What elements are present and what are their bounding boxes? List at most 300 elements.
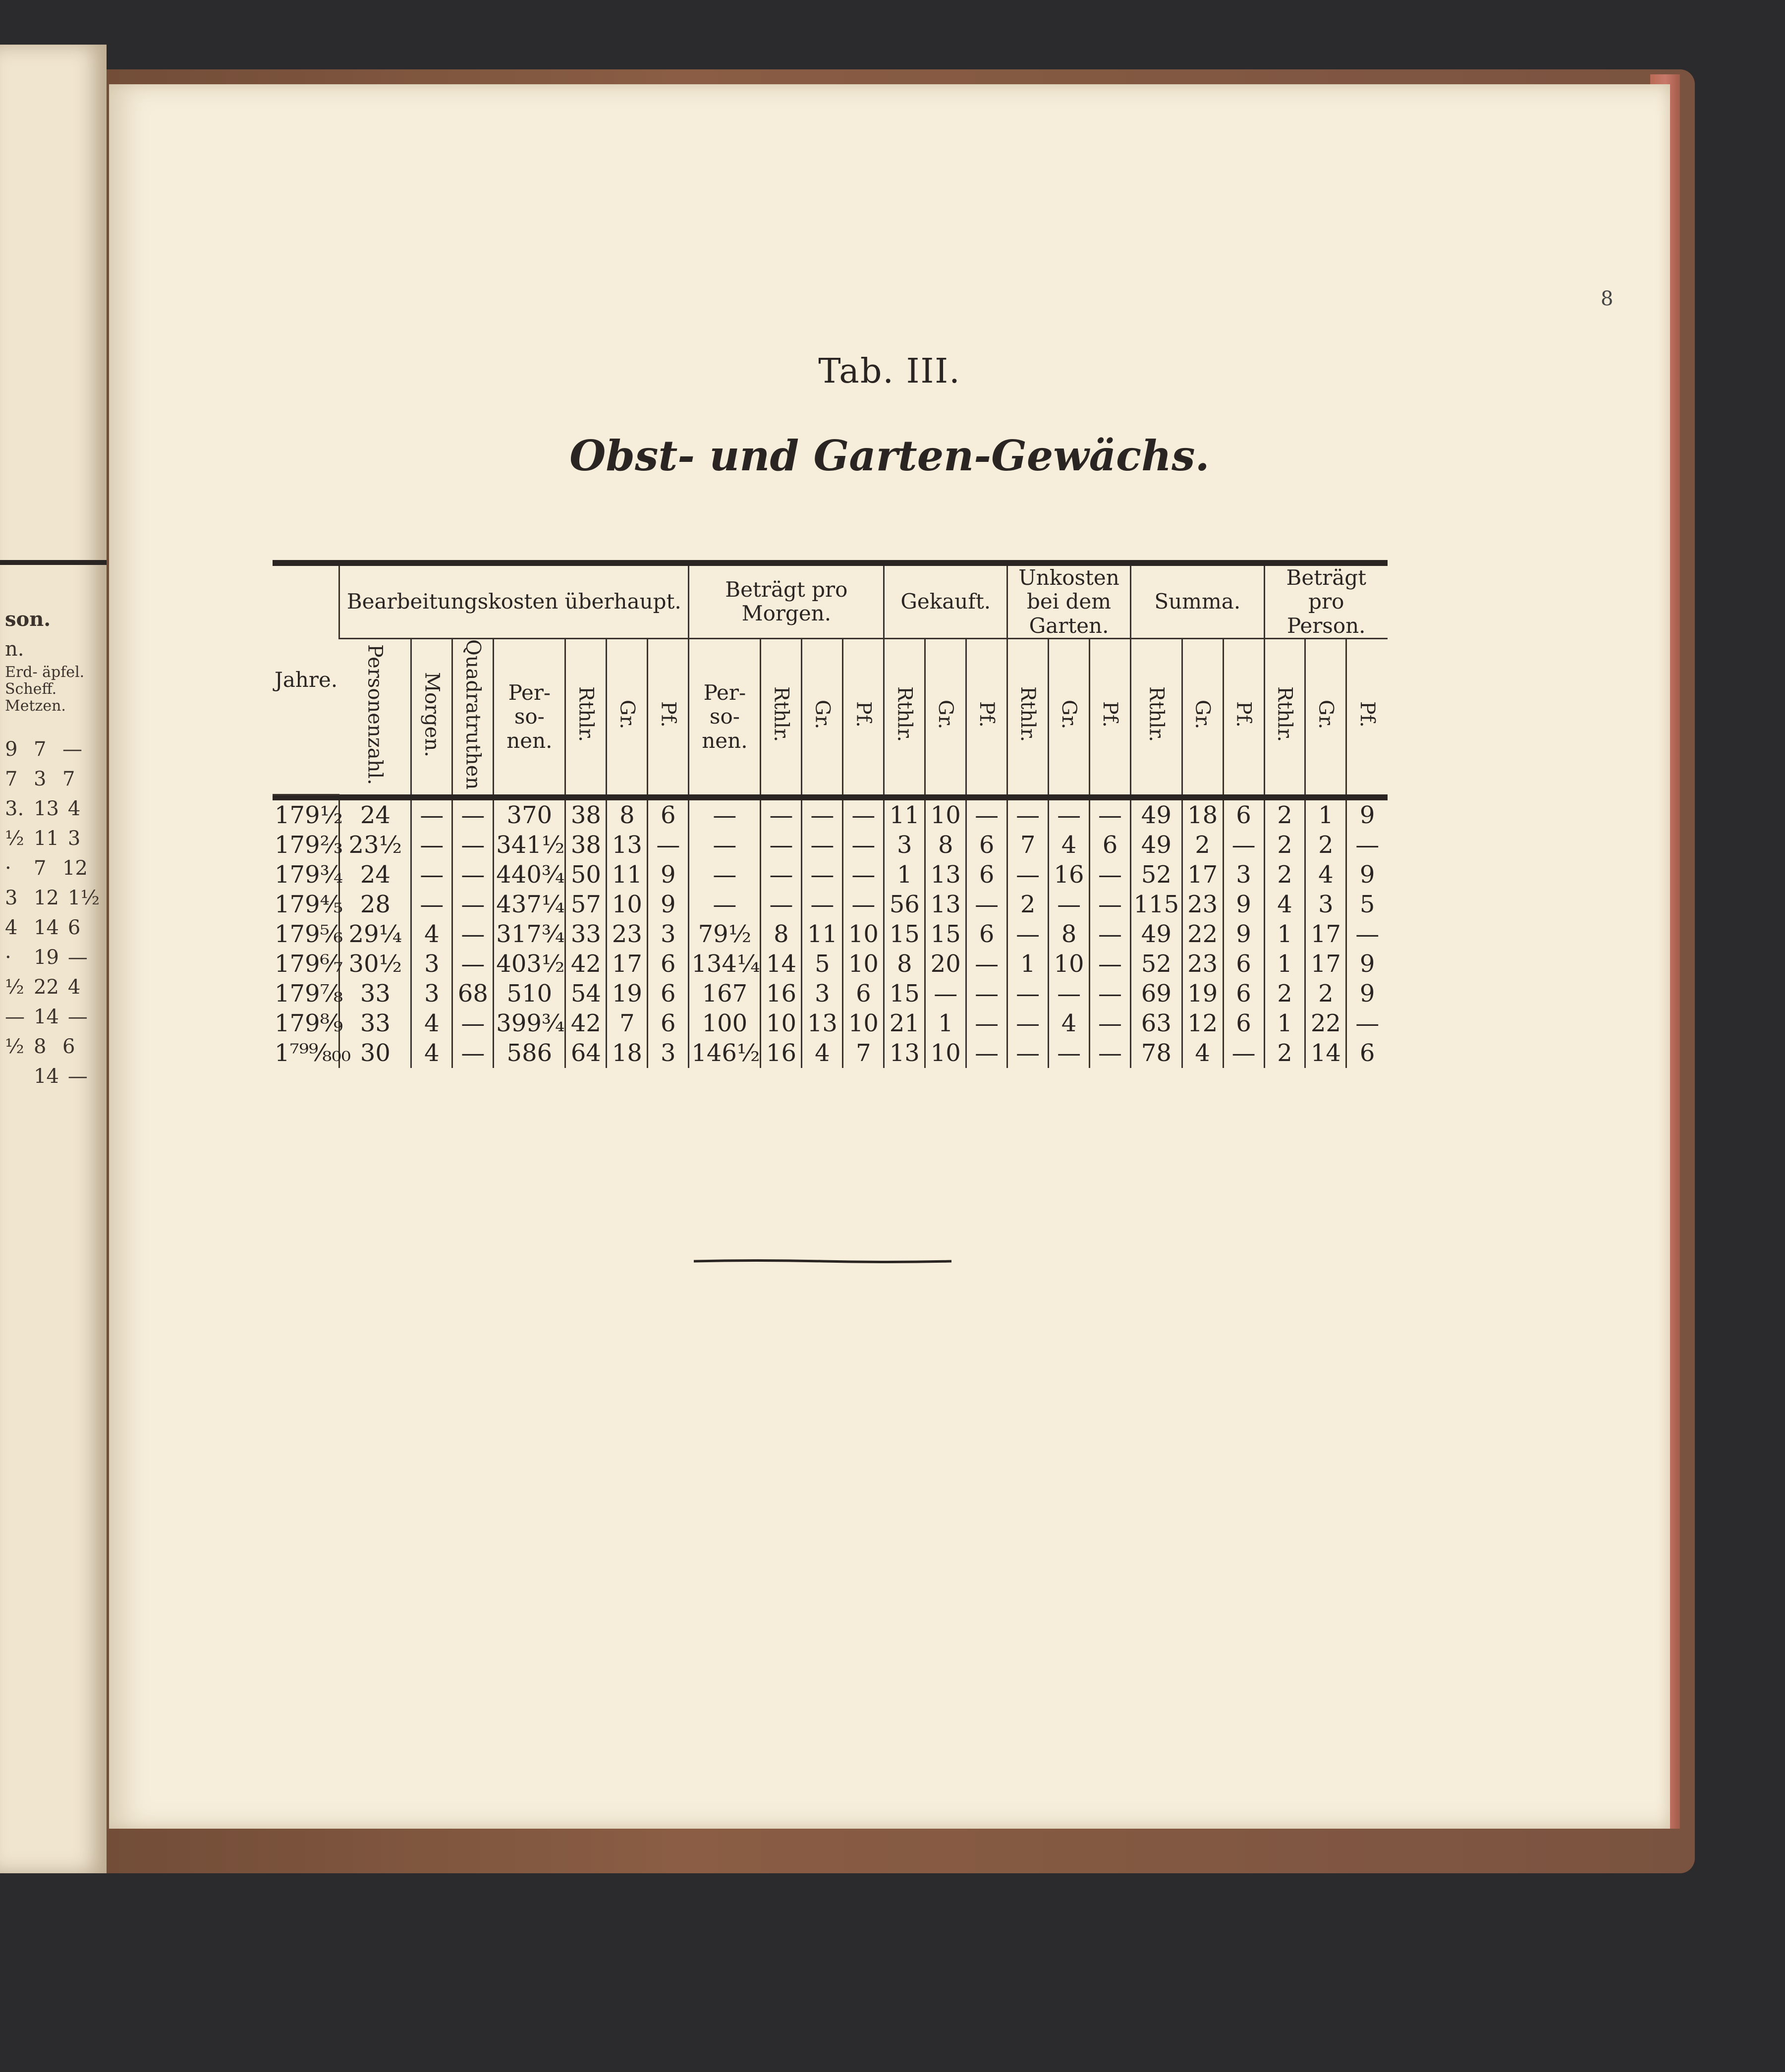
header-personen: Per- so- nen. — [689, 638, 761, 794]
left-cell: ½ — [5, 976, 24, 999]
table-cell: 100 — [689, 1008, 761, 1038]
table-cell: — — [689, 860, 761, 890]
table-cell: 69 — [1130, 979, 1182, 1008]
table-cell: 13 — [925, 890, 966, 919]
table-cell: 9 — [1346, 860, 1388, 890]
table-cell: 179⁸⁄₉ — [275, 1009, 343, 1037]
table-row — [273, 860, 1388, 890]
table-cell: 18 — [1182, 800, 1223, 830]
table-cell: — — [689, 890, 761, 919]
header-pf: Pf. — [1223, 638, 1264, 794]
header-jahre: Jahre. — [273, 566, 339, 794]
table-cell: 8 — [1049, 919, 1090, 949]
header-rthlr: Rthlr. — [884, 638, 925, 794]
table-cell: 4 — [411, 919, 452, 949]
table-cell: 2 — [1007, 890, 1049, 919]
table-row — [273, 800, 1388, 830]
left-cell: 3 — [67, 827, 81, 850]
table-cell: 17 — [1182, 860, 1223, 890]
table-cell: 6 — [648, 979, 689, 1008]
table-cell: 8 — [925, 830, 966, 860]
table-cell: — — [452, 830, 494, 860]
table-cell: 6 — [966, 919, 1007, 949]
left-cell: 4 — [67, 797, 81, 820]
table-cell: 5 — [1346, 890, 1388, 919]
left-row — [5, 972, 100, 1002]
table-cell: 3 — [648, 1038, 689, 1068]
table-cell: 23 — [1182, 890, 1223, 919]
left-cell: 12 — [62, 857, 88, 880]
table-cell: — — [1007, 979, 1049, 1008]
table-cell: 1 — [1264, 1008, 1305, 1038]
table-cell: 3 — [1223, 860, 1264, 890]
table-cell: 2 — [1182, 830, 1223, 860]
table-row — [273, 890, 1388, 919]
table-cell: — — [689, 800, 761, 830]
table-cell: — — [761, 860, 802, 890]
table-cell: 1 — [1305, 800, 1346, 830]
left-cell: 22 — [34, 976, 59, 999]
table-cell: 2 — [1264, 979, 1305, 1008]
table-cell: 1⁷⁹⁹⁄₈₀₀ — [275, 1039, 351, 1067]
table-cell: 4 — [411, 1008, 452, 1038]
table-cell: — — [452, 860, 494, 890]
table-cell: 510 — [494, 979, 565, 1008]
left-cell: ½ — [5, 1035, 24, 1058]
table-cell: 10 — [1049, 949, 1090, 979]
table-cell: — — [761, 830, 802, 860]
table-cell: 10 — [607, 890, 648, 919]
table-cell: 52 — [1130, 949, 1182, 979]
group-betraegt-pro-morgen: Beträgt pro Morgen. — [689, 566, 884, 638]
left-cell: · — [5, 946, 11, 969]
table-cell: 6 — [843, 979, 884, 1008]
left-cell: 6 — [67, 916, 81, 939]
group-gekauft: Gekauft. — [884, 566, 1007, 638]
table-cell: 2 — [1305, 979, 1346, 1008]
table-cell: 28 — [339, 890, 411, 919]
table-cell: 79½ — [689, 919, 761, 949]
table-cell: — — [1007, 1008, 1049, 1038]
table-cell: — — [411, 800, 452, 830]
table-cell: — — [1346, 1008, 1388, 1038]
left-col-label: n. — [5, 638, 24, 661]
table-cell: 8 — [884, 949, 925, 979]
table-cell: 4 — [1305, 860, 1346, 890]
table-cell: 15 — [925, 919, 966, 949]
header-personenzahl: Personenzahl. — [363, 644, 387, 785]
table-cell: 33 — [565, 919, 607, 949]
table-cell: 1 — [1264, 949, 1305, 979]
table-cell: 179⅚ — [275, 920, 343, 948]
left-cell: 9 — [5, 738, 18, 761]
table-cell: 10 — [925, 1038, 966, 1068]
table-cell: 7 — [843, 1038, 884, 1068]
table-cell: 5 — [802, 949, 843, 979]
table-cell: — — [689, 830, 761, 860]
table-cell: 8 — [761, 919, 802, 949]
data-table — [273, 566, 1388, 1068]
table-cell: — — [1090, 1008, 1131, 1038]
table-cell: — — [802, 860, 843, 890]
table-cell: 9 — [648, 890, 689, 919]
table-cell: 9 — [1346, 800, 1388, 830]
table-cell: 10 — [925, 800, 966, 830]
table-cell: 20 — [925, 949, 966, 979]
left-cell: 14 — [34, 916, 59, 939]
table-cell: 50 — [565, 860, 607, 890]
page-number: 8 — [1601, 287, 1614, 310]
left-cell: 12 — [34, 887, 59, 909]
table-cell: 19 — [1182, 979, 1223, 1008]
left-cell: 4 — [5, 916, 18, 939]
left-cell: 3 — [34, 768, 47, 790]
left-cell: 11 — [34, 827, 59, 850]
table-cell: 38 — [565, 800, 607, 830]
table-cell: 179¾ — [275, 860, 343, 889]
left-cell: 1½ — [67, 887, 100, 909]
table-cell: 21 — [884, 1008, 925, 1038]
table-cell: 2 — [1305, 830, 1346, 860]
table-cell: 49 — [1130, 919, 1182, 949]
left-head: son. — [5, 608, 51, 631]
table-cell: 2 — [1264, 800, 1305, 830]
group-bearbeitungskosten: Bearbeitungskosten überhaupt. — [339, 566, 689, 638]
table-cell: 586 — [494, 1038, 565, 1068]
table-cell: — — [1090, 919, 1131, 949]
group-summa: Summa. — [1130, 566, 1264, 638]
table-cell: 6 — [1223, 979, 1264, 1008]
table-cell: — — [843, 890, 884, 919]
table-cell: — — [802, 830, 843, 860]
table-cell: 19 — [607, 979, 648, 1008]
left-cell: 6 — [62, 1035, 75, 1058]
table-cell: 24 — [339, 800, 411, 830]
table-cell: 1 — [1264, 919, 1305, 949]
table-cell: 1 — [925, 1008, 966, 1038]
left-cell: 7 — [62, 768, 75, 790]
table-cell: 22 — [1182, 919, 1223, 949]
table-cell: — — [1049, 890, 1090, 919]
table-cell: 17 — [1305, 919, 1346, 949]
header-gr: Gr. — [925, 638, 966, 794]
table-cell: 9 — [1223, 890, 1264, 919]
ornament-divider — [694, 1259, 951, 1264]
table-cell: — — [966, 949, 1007, 979]
table-cell: 18 — [607, 1038, 648, 1068]
header-quadratruthen: Quadratruthen — [452, 638, 494, 794]
table-cell: 2 — [1264, 860, 1305, 890]
left-row — [5, 913, 100, 943]
left-row — [5, 1062, 100, 1091]
table-cell: 16 — [761, 1038, 802, 1068]
table-cell: 10 — [761, 1008, 802, 1038]
left-row — [5, 764, 100, 794]
header-gr: Gr. — [1305, 638, 1346, 794]
table-cell: 6 — [1346, 1038, 1388, 1068]
table-cell: 49 — [1130, 830, 1182, 860]
table-cell: — — [1223, 1038, 1264, 1068]
table-cell: 29¼ — [339, 919, 411, 949]
left-col-label: Scheff. — [5, 680, 57, 698]
table-cell: 179½ — [275, 801, 343, 829]
left-cell: 7 — [34, 857, 47, 880]
table-cell: 179⅔ — [275, 831, 343, 859]
left-cell: 7 — [34, 738, 47, 761]
left-row — [5, 1002, 100, 1032]
header-gr: Gr. — [802, 638, 843, 794]
header-pf: Pf. — [1090, 638, 1131, 794]
table-cell: — — [411, 830, 452, 860]
header-pf: Pf. — [1346, 638, 1388, 794]
table-cell: 10 — [843, 1008, 884, 1038]
table-cell: 3 — [411, 979, 452, 1008]
header-personen: Per- so- nen. — [494, 638, 565, 794]
table-cell: — — [452, 1008, 494, 1038]
left-cell: — — [67, 946, 88, 969]
table-title: Tab. III. — [818, 352, 961, 391]
table-cell: 8 — [607, 800, 648, 830]
table-cell: 10 — [843, 919, 884, 949]
left-cell: ½ — [5, 827, 24, 850]
table-cell: 12 — [1182, 1008, 1223, 1038]
left-cell: 19 — [34, 946, 59, 969]
table-cell: — — [1346, 919, 1388, 949]
table-cell: 13 — [884, 1038, 925, 1068]
left-cell: — — [67, 1065, 88, 1088]
header-rthlr: Rthlr. — [1264, 638, 1305, 794]
table-cell: — — [411, 890, 452, 919]
left-cell: 3 — [5, 887, 18, 909]
table-cell: 146½ — [689, 1038, 761, 1068]
table-cell: 11 — [884, 800, 925, 830]
table-cell: 370 — [494, 800, 565, 830]
table-cell: 33 — [339, 979, 411, 1008]
table-cell: 11 — [802, 919, 843, 949]
table-cell: 3 — [1305, 890, 1346, 919]
table-cell: 63 — [1130, 1008, 1182, 1038]
table-cell: 13 — [925, 860, 966, 890]
header-gr: Gr. — [1182, 638, 1223, 794]
table-cell: 3 — [411, 949, 452, 979]
table-cell: 6 — [1223, 800, 1264, 830]
left-row — [5, 794, 100, 824]
table-cell: — — [411, 860, 452, 890]
header-pf: Pf. — [843, 638, 884, 794]
table-row — [273, 949, 1388, 979]
table-cell: — — [452, 1038, 494, 1068]
table-cell: 2 — [1264, 830, 1305, 860]
table-cell: 10 — [843, 949, 884, 979]
table-cell: 4 — [802, 1038, 843, 1068]
table-cell: 317¾ — [494, 919, 565, 949]
table-row — [273, 1038, 1388, 1068]
table-cell: — — [1090, 890, 1131, 919]
table-cell: 16 — [761, 979, 802, 1008]
table-cell: 2 — [1264, 1038, 1305, 1068]
table-cell: — — [1090, 860, 1131, 890]
table-cell: 9 — [648, 860, 689, 890]
table-cell: 14 — [761, 949, 802, 979]
table-cell: — — [843, 800, 884, 830]
table-cell: — — [452, 949, 494, 979]
left-cell: · — [5, 857, 11, 880]
table-row — [273, 1008, 1388, 1038]
group-betraegt-pro-person: Beträgt pro Person. — [1264, 566, 1388, 638]
table-cell: — — [802, 800, 843, 830]
table-cell: 68 — [452, 979, 494, 1008]
table-cell: 16 — [1049, 860, 1090, 890]
left-row — [5, 734, 100, 764]
table-cell: 403½ — [494, 949, 565, 979]
table-cell: 4 — [1264, 890, 1305, 919]
table-cell: 4 — [1049, 830, 1090, 860]
table-cell: 4 — [1182, 1038, 1223, 1068]
table-cell: 1 — [1007, 949, 1049, 979]
left-cell: 13 — [34, 797, 59, 820]
data-table-container — [273, 560, 1388, 1068]
table-cell: — — [1346, 830, 1388, 860]
table-cell: 15 — [884, 919, 925, 949]
table-cell: — — [1007, 919, 1049, 949]
left-cell: 3. — [5, 797, 24, 820]
table-cell: 42 — [565, 1008, 607, 1038]
table-cell: 7 — [607, 1008, 648, 1038]
table-cell: — — [761, 890, 802, 919]
table-cell: 6 — [648, 1008, 689, 1038]
table-cell: 179⅞ — [275, 979, 343, 1008]
header-gr: Gr. — [607, 638, 648, 794]
table-cell: 1 — [884, 860, 925, 890]
table-cell: — — [966, 800, 1007, 830]
table-cell: — — [925, 979, 966, 1008]
header-pf: Pf. — [966, 638, 1007, 794]
table-cell: 115 — [1130, 890, 1182, 919]
table-cell: — — [1049, 800, 1090, 830]
left-page-table-fragment — [5, 605, 100, 1091]
table-cell: — — [966, 979, 1007, 1008]
table-body — [273, 800, 1388, 1068]
table-cell: 38 — [565, 830, 607, 860]
table-cell: 15 — [884, 979, 925, 1008]
left-cell: — — [67, 1006, 88, 1028]
table-cell: — — [452, 800, 494, 830]
table-cell: 17 — [607, 949, 648, 979]
table-cell: — — [1090, 1038, 1131, 1068]
table-cell: 6 — [966, 830, 1007, 860]
table-cell: 437¼ — [494, 890, 565, 919]
table-cell: 7 — [1007, 830, 1049, 860]
table-cell: 9 — [1346, 979, 1388, 1008]
table-cell: 6 — [1090, 830, 1131, 860]
table-cell: 6 — [1223, 949, 1264, 979]
table-cell: 78 — [1130, 1038, 1182, 1068]
header-rthlr: Rthlr. — [1130, 638, 1182, 794]
table-cell: 14 — [1305, 1038, 1346, 1068]
table-cell: — — [966, 890, 1007, 919]
left-row — [5, 853, 100, 883]
table-cell: 49 — [1130, 800, 1182, 830]
table-cell: — — [1007, 1038, 1049, 1068]
left-cell: — — [5, 1006, 25, 1028]
table-cell: 3 — [884, 830, 925, 860]
table-cell: — — [452, 919, 494, 949]
left-row — [5, 1032, 100, 1062]
top-rule — [273, 560, 1388, 566]
table-cell: 6 — [1223, 1008, 1264, 1038]
table-cell: — — [1090, 949, 1131, 979]
left-row — [5, 824, 100, 853]
table-cell: 11 — [607, 860, 648, 890]
table-cell: 33 — [339, 1008, 411, 1038]
header-rthlr: Rthlr. — [1007, 638, 1049, 794]
table-cell: 23 — [607, 919, 648, 949]
table-subtitle: Obst- und Garten-Gewächs. — [569, 431, 1210, 480]
table-cell: 9 — [1346, 949, 1388, 979]
table-cell: 341½ — [494, 830, 565, 860]
table-cell: 13 — [802, 1008, 843, 1038]
left-row — [5, 943, 100, 972]
table-cell: — — [761, 800, 802, 830]
table-cell: 52 — [1130, 860, 1182, 890]
table-cell: — — [1223, 830, 1264, 860]
table-cell: — — [1007, 800, 1049, 830]
left-col-label: Metzen. — [5, 697, 66, 715]
left-page — [0, 45, 107, 1873]
header-rthlr: Rthlr. — [761, 638, 802, 794]
table-cell: 134¼ — [689, 949, 761, 979]
table-cell: 440¾ — [494, 860, 565, 890]
left-cell — [5, 1062, 25, 1091]
header-separator — [273, 794, 1388, 800]
table-cell: 23 — [1182, 949, 1223, 979]
table-cell: — — [1090, 979, 1131, 1008]
header-morgen: Morgen. — [411, 638, 452, 794]
table-cell: 399¾ — [494, 1008, 565, 1038]
table-cell: 3 — [648, 919, 689, 949]
header-gr: Gr. — [1049, 638, 1090, 794]
table-cell: 13 — [607, 830, 648, 860]
table-cell: — — [966, 1008, 1007, 1038]
header-rthlr: Rthlr. — [565, 638, 607, 794]
table-cell: 4 — [411, 1038, 452, 1068]
table-cell: 57 — [565, 890, 607, 919]
left-col-label: Erd- äpfel. — [5, 664, 85, 681]
table-cell: — — [1007, 860, 1049, 890]
left-cell: 14 — [34, 1065, 59, 1088]
table-cell: 30½ — [339, 949, 411, 979]
table-cell: — — [1049, 979, 1090, 1008]
table-cell: — — [1049, 1038, 1090, 1068]
table-cell: 6 — [648, 949, 689, 979]
table-cell: — — [843, 860, 884, 890]
table-cell: 42 — [565, 949, 607, 979]
table-cell: — — [648, 830, 689, 860]
table-cell: 23½ — [339, 830, 411, 860]
table-cell: 64 — [565, 1038, 607, 1068]
table-cell: 24 — [339, 860, 411, 890]
table-row — [273, 919, 1388, 949]
left-page-rule — [0, 560, 107, 565]
table-cell: 179⁶⁄₇ — [275, 950, 343, 978]
left-row — [5, 883, 100, 913]
table-cell: — — [802, 890, 843, 919]
left-cell: — — [62, 738, 82, 761]
group-unkosten: Unkosten bei dem Garten. — [1007, 566, 1131, 638]
left-cell: 7 — [5, 768, 18, 790]
table-cell: — — [966, 1038, 1007, 1068]
header-pf: Pf. — [648, 638, 689, 794]
